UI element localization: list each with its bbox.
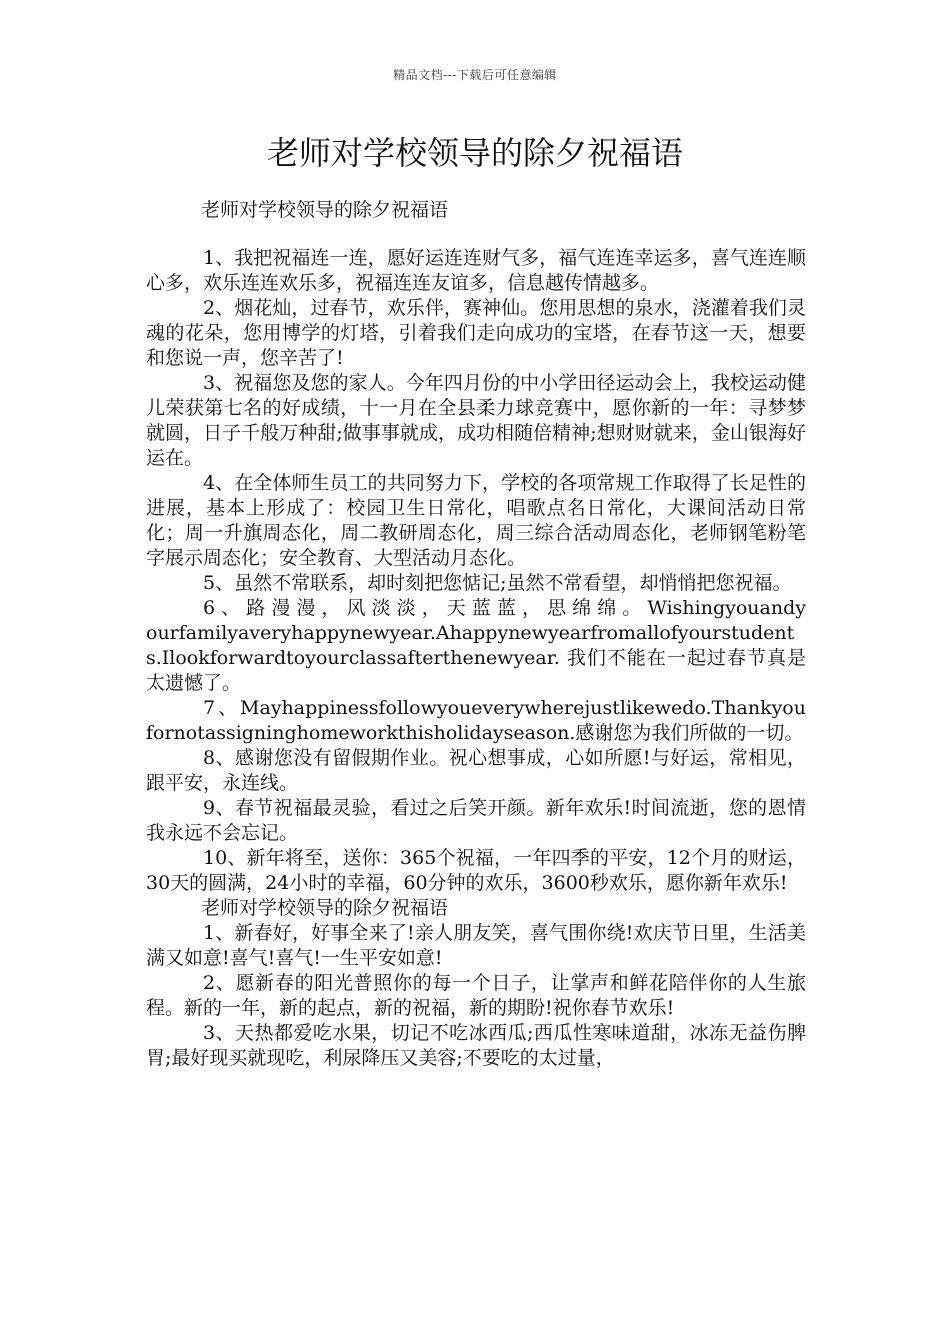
section-subtitle: 老师对学校领导的除夕祝福语	[201, 199, 449, 221]
paragraph: 9、春节祝福最灵验，看过之后笑开颜。新年欢乐!时间流逝，您的恩情我永远不会忘记。	[146, 797, 806, 844]
paragraph: 6 、 路 漫 漫 ， 风 淡 淡 ， 天 蓝 蓝 ， 思 绵 绵 。 Wishingyouandyourfamilyaveryhappynewyear.Ahappynewyearfromallofyourstudents.Ilookforwardtoyourclassafterthenewyear. 我们不能在一起过春节真是太遗憾了。	[146, 597, 806, 694]
paragraph: 1、新春好，好事全来了!亲人朋友笑，喜气围你绕!欢庆节日里，生活美满又如意!喜气!喜气!一生平安如意!	[146, 922, 806, 969]
paragraph: 2、愿新春的阳光普照你的每一个日子，让掌声和鲜花陪伴你的人生旅程。新的一年，新的起点，新的祝福，新的期盼!祝你春节欢乐!	[146, 972, 806, 1019]
paragraph: 2、烟花灿，过春节，欢乐伴，赛神仙。您用思想的泉水，浇灌着我们灵魂的花朵，您用博学的灯塔，引着我们走向成功的宝塔，在春节这一天，想要和您说一声，您辛苦了!	[146, 297, 806, 369]
paragraph: 10、新年将至，送你：365个祝福，一年四季的平安，12个月的财运，30天的圆满，24小时的幸福，60分钟的欢乐，3600秒欢乐，愿你新年欢乐!	[146, 847, 806, 894]
paragraph: 3、祝福您及您的家人。今年四月份的中小学田径运动会上，我校运动健儿荣获第七名的好成绩，十一月在全县柔力球竞赛中，愿你新的一年：寻梦梦就圆，日子千般万种甜;做事事就成，成功相随倍精神;想财财就来，金山银海好运在。	[146, 372, 806, 469]
paragraph: 7、Mayhappinessfollowyoueverywherejustlikewedo.Thankyoufornotassigninghomeworkthisholidayseason.感谢您为我们所做的一切。	[146, 697, 806, 744]
document-title: 老师对学校领导的除夕祝福语	[266, 134, 683, 172]
paragraph: 4、在全体师生员工的共同努力下，学校的各项常规工作取得了长足性的进展，基本上形成了：校园卫生日常化，唱歌点名日常化，大课间活动日常化；周一升旗周态化，周二教研周态化，周三综合活动周态化，老师钢笔粉笔字展示周态化；安全教育、大型活动月态化。	[146, 472, 806, 569]
document-body	[146, 198, 806, 1071]
header-note: 精品文档---下载后可任意编辑	[393, 68, 557, 82]
paragraph: 5、虽然不常联系，却时刻把您惦记;虽然不常看望，却悄悄把您祝福。	[203, 572, 792, 594]
section-subtitle: 老师对学校领导的除夕祝福语	[201, 897, 449, 919]
paragraph: 8、感谢您没有留假期作业。祝心想事成，心如所愿!与好运，常相见，跟平安，永连线。	[146, 747, 806, 794]
paragraph: 1、我把祝福连一连，愿好运连连财气多，福气连连幸运多，喜气连连顺心多，欢乐连连欢乐多，祝福连连友谊多，信息越传情越多。	[146, 247, 806, 294]
paragraph: 3、天热都爱吃水果，切记不吃冰西瓜;西瓜性寒味道甜，冰冻无益伤脾胃;最好现买就现吃，利尿降压又美容;不要吃的太过量，	[146, 1022, 806, 1069]
